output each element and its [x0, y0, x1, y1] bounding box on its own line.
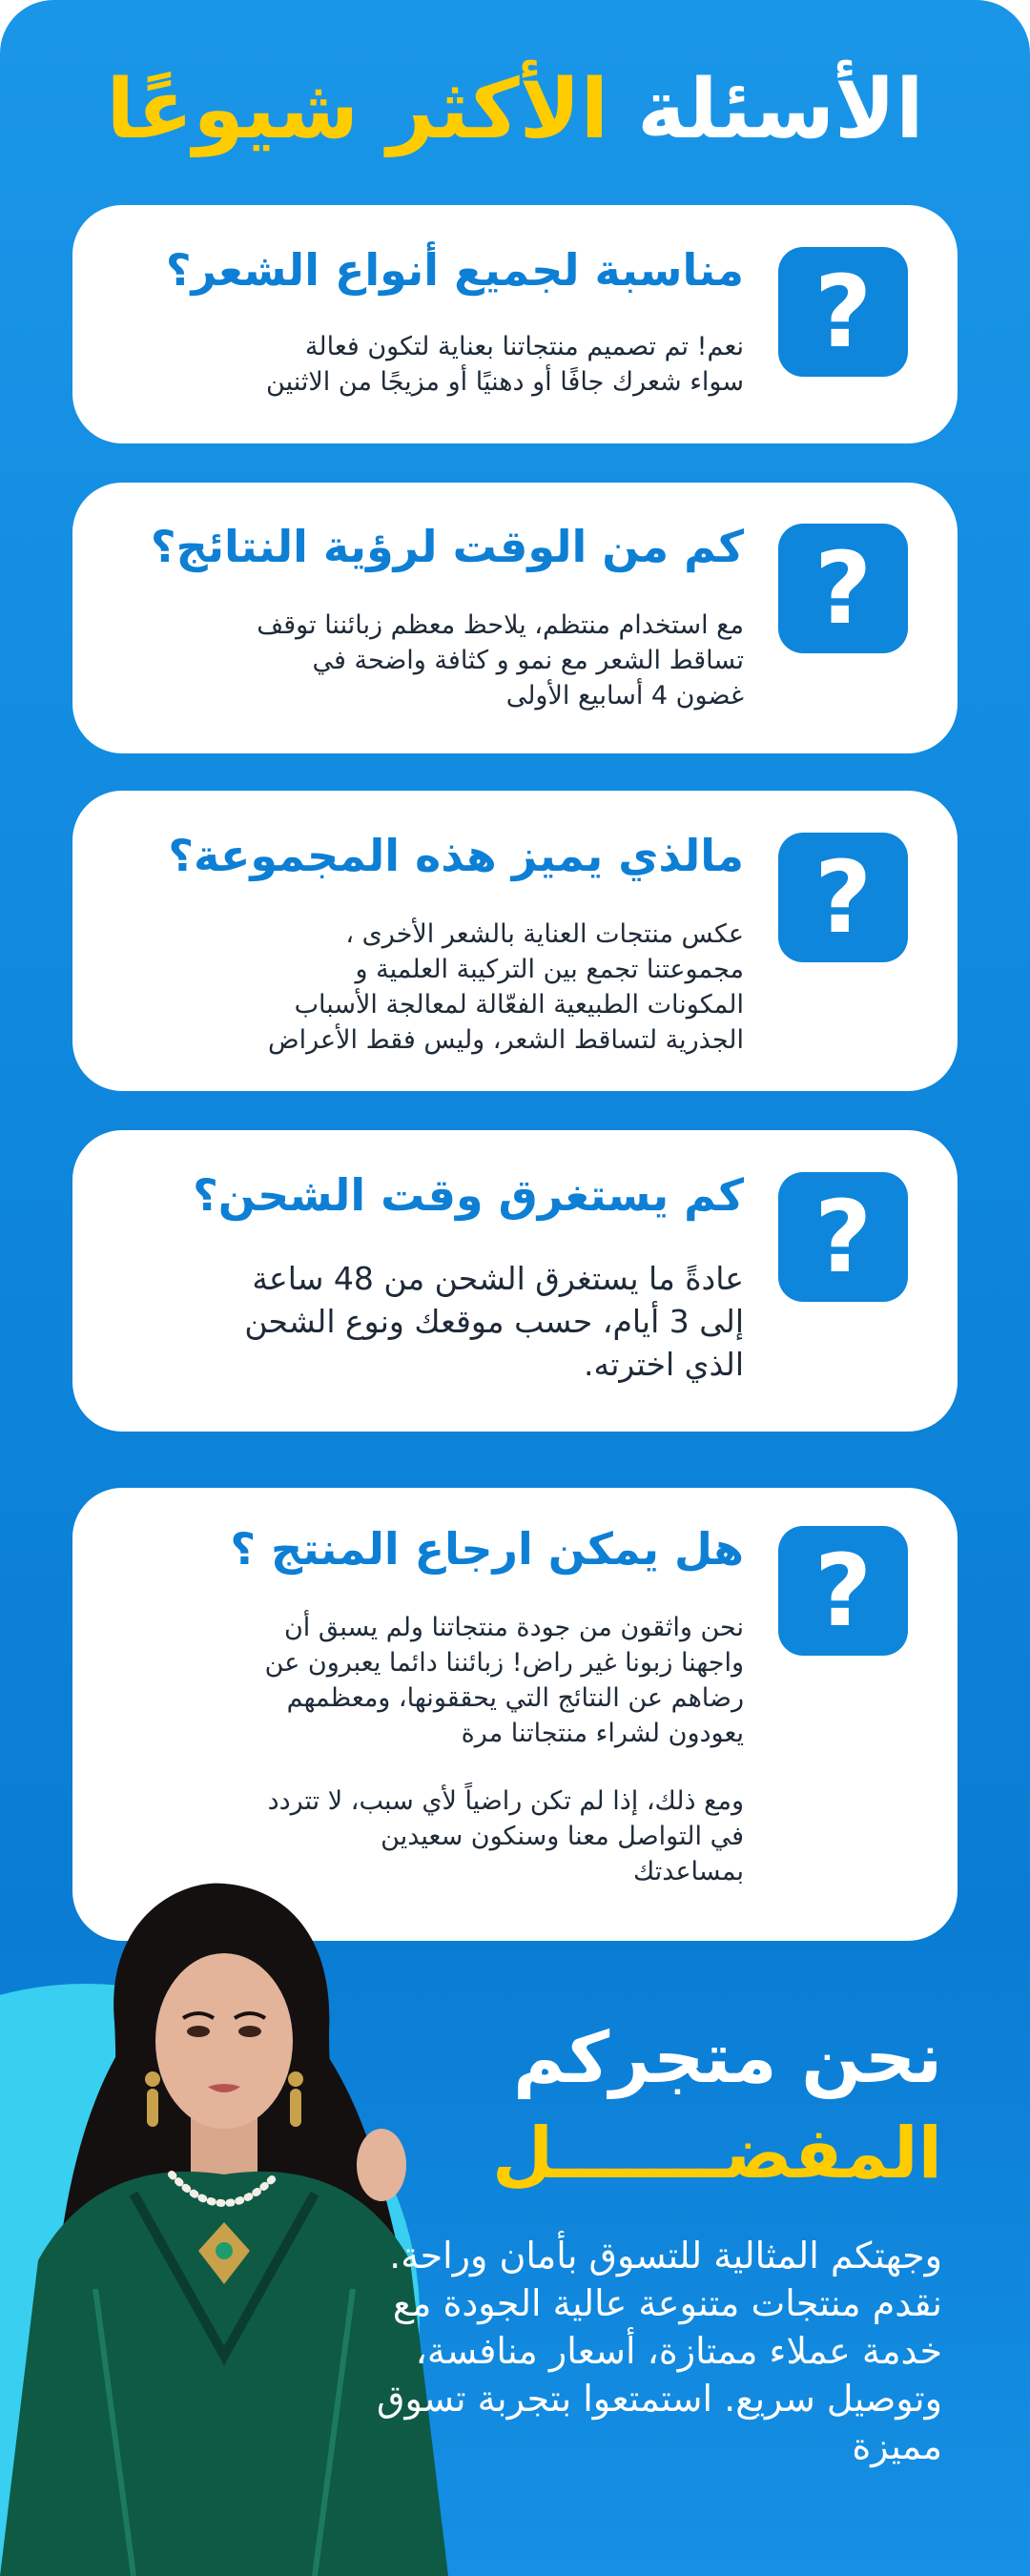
faq-answer	[114, 1257, 744, 1386]
faq-answer-line: غضون 4 أسابيع الأولى	[505, 681, 744, 711]
faq-answer	[114, 917, 744, 1058]
faq-answer-line: ومع ذلك، إذا لم تكن راضياً لأي سبب، لا تتردد	[267, 1786, 744, 1816]
faq-answer-line: الذي اخترته.	[584, 1346, 744, 1383]
faq-answer	[114, 1610, 744, 1889]
question-mark-icon: ?	[778, 524, 908, 653]
faq-answer	[114, 608, 744, 713]
faq-answer-line: واجهنا زبونا غير راض! زبائننا دائما يعبرون عن	[264, 1648, 744, 1678]
title-main: الأسئلة	[608, 62, 924, 157]
faq-question: هل يمكن ارجاع المنتج ؟	[230, 1523, 744, 1575]
faq-question: كم يستغرق وقت الشحن؟	[193, 1169, 744, 1221]
faq-answer-line: مع استخدام منتظم، يلاحظ معظم زبائننا توقف	[257, 610, 744, 640]
question-mark-icon: ?	[778, 1526, 908, 1656]
faq-answer	[114, 329, 744, 400]
faq-card[interactable]	[72, 791, 958, 1091]
promo-title-main: نحن متجركم	[513, 2017, 942, 2099]
title-accent: الأكثر شيوعًا	[106, 62, 609, 157]
faq-answer-line: تساقط الشعر مع نمو و كثافة واضحة في	[312, 646, 744, 675]
faq-card[interactable]	[72, 205, 958, 443]
faq-answer-line: المكونات الطبيعية الفعّالة لمعالجة الأسباب	[294, 990, 744, 1020]
faq-answer-line: نعم! تم تصميم منتجاتنا بعناية لتكون فعالة	[304, 332, 744, 361]
faq-answer-line: بمساعدتك	[633, 1857, 744, 1886]
promo-text: وجهتكم المثالية للتسوق بأمان وراحة. نقدم منتجات متنوعة عالية الجودة مع خدمة عملاء ممتازة، أسعار منافسة، وتوصيل سريع. استمتعوا بتجربة تسوق مميزة	[377, 2235, 942, 2467]
faq-question: كم من الوقت لرؤية النتائج؟	[150, 521, 744, 572]
promo-title-accent: المفضـــــــل	[491, 2112, 942, 2195]
faq-answer-line: الجذرية لتساقط الشعر، وليس فقط الأعراض	[267, 1025, 744, 1055]
faq-answer-line: إلى 3 أيام، حسب موقعك ونوع الشحن	[244, 1303, 744, 1340]
faq-answer-line: نحن واثقون من جودة منتجاتنا ولم يسبق أن	[283, 1613, 744, 1642]
page-title	[0, 48, 1030, 172]
question-mark-icon: ?	[778, 1172, 908, 1302]
faq-answer-line: في التواصل معنا وسنكون سعيدين	[381, 1822, 744, 1851]
faq-answer-line: سواء شعرك جافًا أو دهنيًا أو مزيجًا من الاثنين	[266, 367, 744, 397]
faq-question: مالذي يميز هذه المجموعة؟	[168, 830, 744, 881]
faq-answer-line: عادةً ما يستغرق الشحن من 48 ساعة	[252, 1260, 744, 1297]
question-mark-icon: ?	[778, 833, 908, 962]
faq-answer-line: رضاهم عن النتائج التي يحققونها، ومعظمهم	[286, 1683, 744, 1713]
faq-question: مناسبة لجميع أنواع الشعر؟	[165, 244, 744, 296]
question-mark-icon: ?	[778, 247, 908, 377]
faq-answer-line: يعودون لشراء منتجاتنا مرة	[461, 1719, 744, 1748]
faq-answer-line: عكس منتجات العناية بالشعر الأخرى ،	[345, 919, 744, 949]
promo-title	[408, 2010, 942, 2201]
faq-card[interactable]	[72, 483, 958, 753]
faq-answer-line: مجموعتنا تجمع بين التركيبة العلمية و	[355, 955, 744, 984]
faq-card[interactable]	[72, 1130, 958, 1432]
